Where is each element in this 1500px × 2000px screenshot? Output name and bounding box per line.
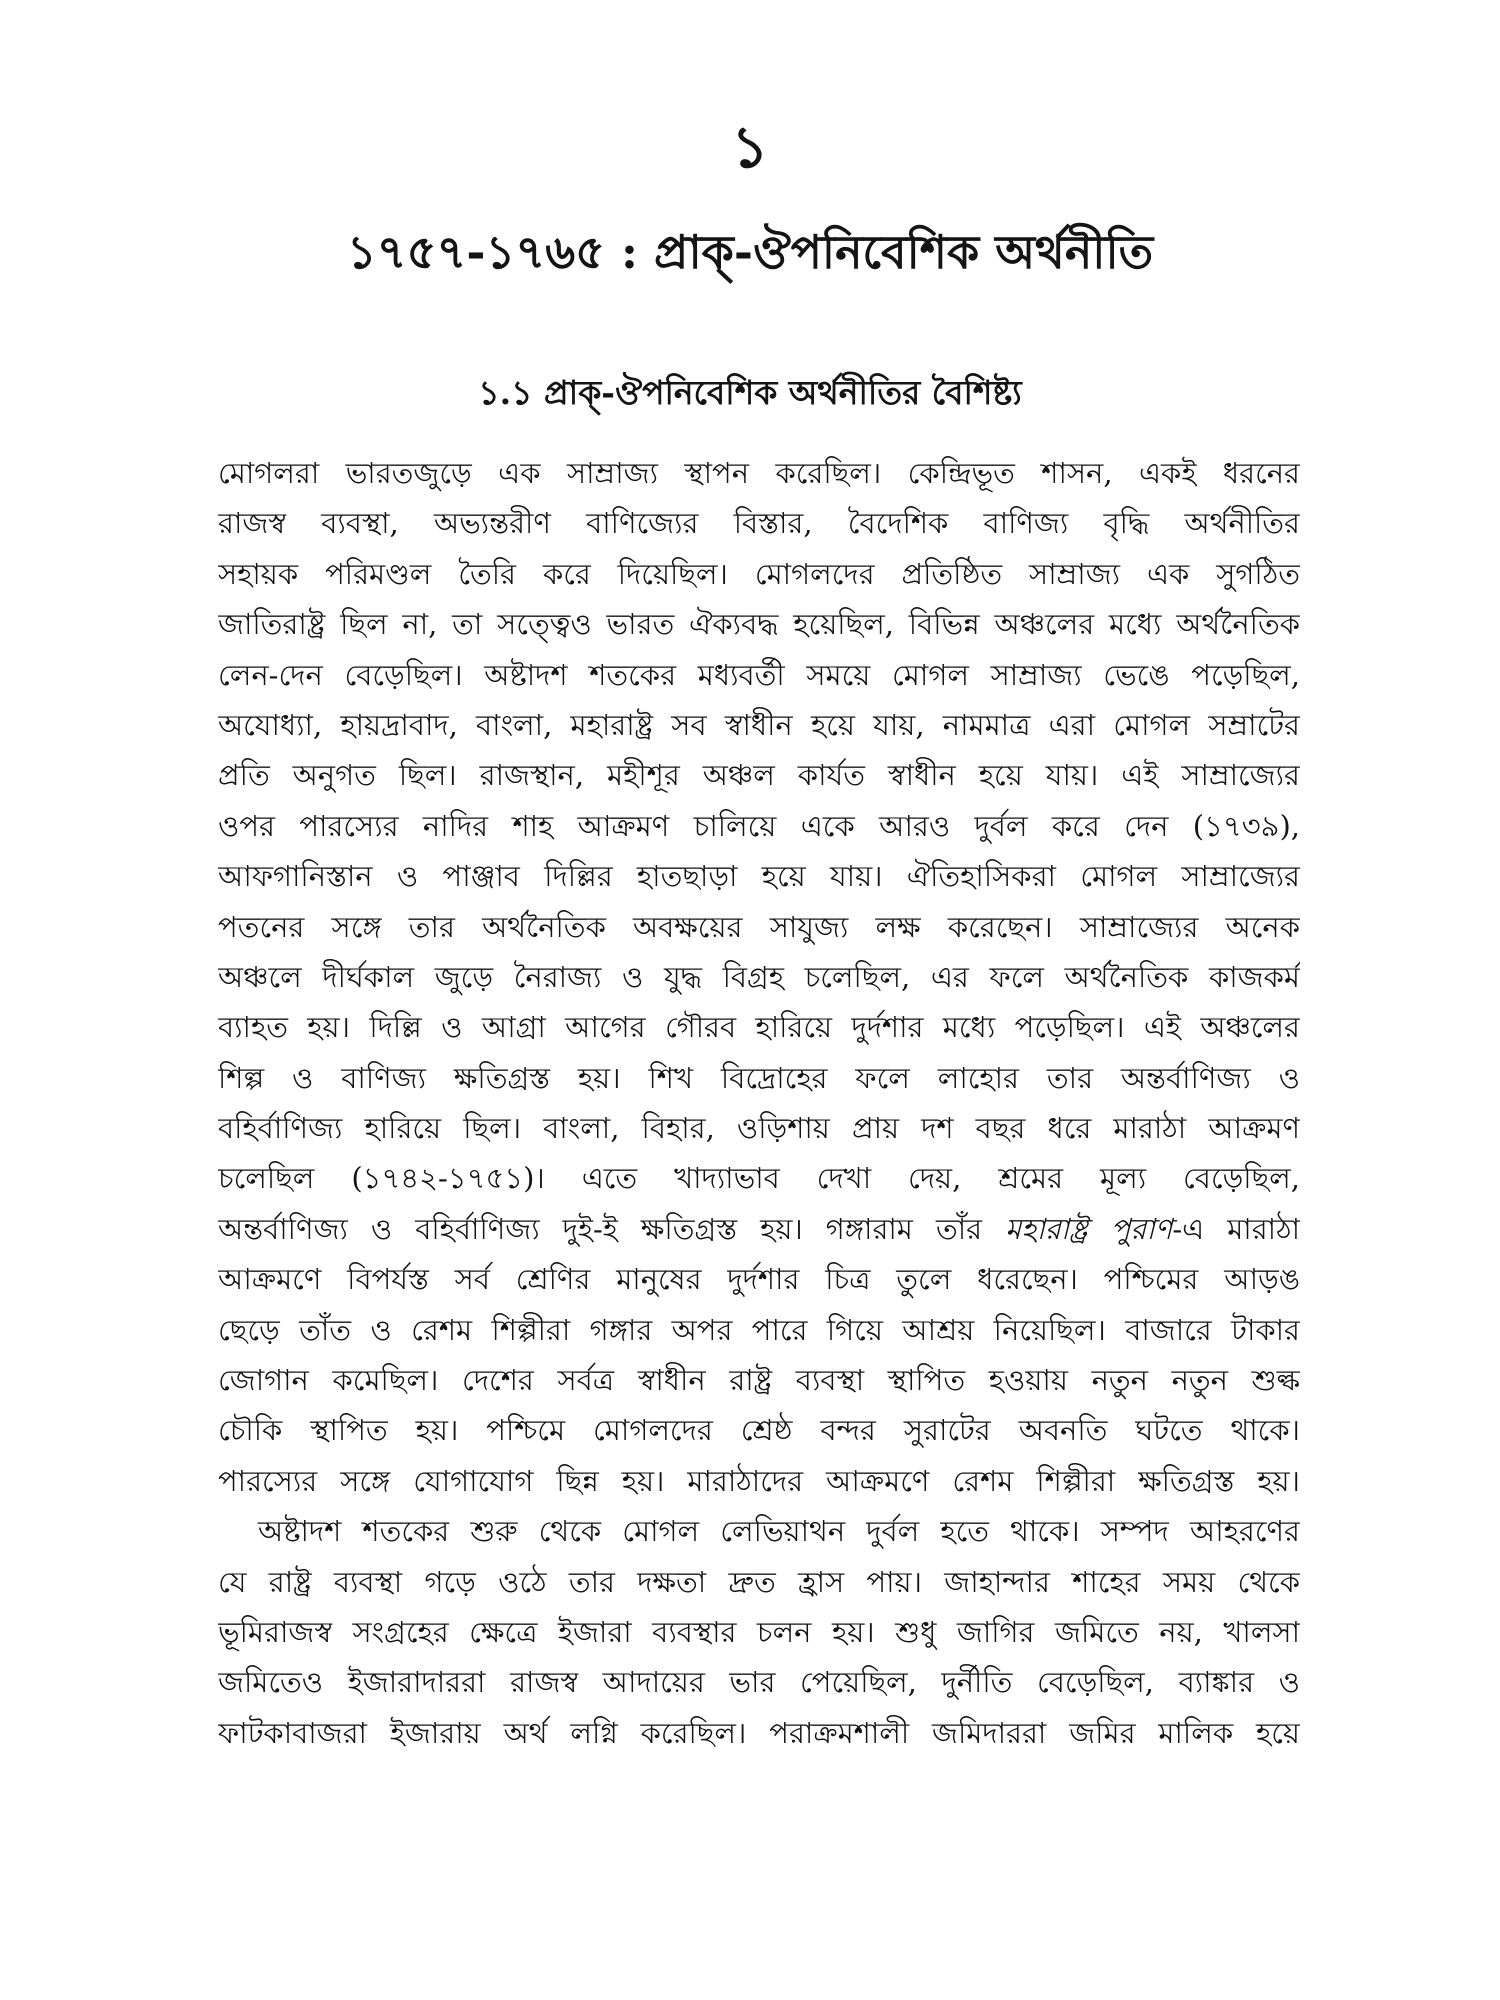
chapter-number: ১ (731, 113, 769, 181)
text-line: সহায়ক পরিমণ্ডল তৈরি করে দিয়েছিল। মোগলদের প্রতিষ্ঠিত সাম্রাজ্য এক সুগঠিত (218, 556, 1300, 591)
section-heading: ১.১ প্রাক্‌-ঔপনিবেশিক অর্থনীতির বৈশিষ্ট্য (478, 373, 1022, 412)
text-line: জমিতেও ইজারাদাররা রাজস্ব আদায়ের ভার পেয়েছিল, দুর্নীতি বেড়েছিল, ব্যাঙ্কার ও (218, 1665, 1300, 1700)
text-line: মোগলরা ভারতজুড়ে এক সাম্রাজ্য স্থাপন করেছিল। কেন্দ্রিভূত শাসন, একই ধরনের (218, 456, 1300, 490)
text-line: বহির্বাণিজ্য হারিয়ে ছিল। বাংলা, বিহার, ওড়িশায় প্রায় দশ বছর ধরে মারাঠা আক্রমণ (218, 1111, 1300, 1146)
text-line: পারস্যের সঙ্গে যোগাযোগ ছিন্ন হয়। মারাঠাদের আক্রমণে রেশম শিল্পীরা ক্ষতিগ্রস্ত হয়। (218, 1463, 1300, 1498)
text-line: ওপর পারস্যের নাদির শাহ আক্রমণ চালিয়ে একে আরও দুর্বল করে দেন (১৭৩৯), (218, 808, 1300, 843)
text-line: ভূমিরাজস্ব সংগ্রহের ক্ষেত্রে ইজারা ব্যবস্থার চলন হয়। শুধু জাগির জমিতে নয়, খালসা (218, 1614, 1300, 1649)
chapter-title: ১৭৫৭-১৭৬৫ : প্রাক্‌-ঔপনিবেশিক অর্থনীতি (346, 225, 1154, 279)
text-line: আক্রমণে বিপর্যস্ত সর্ব শ্রেণির মানুষের দুর্দশার চিত্র তুলে ধরেছেন। পশ্চিমের আড়ঙ (218, 1262, 1300, 1297)
body-text (218, 448, 1300, 1758)
text-line: চৌকি স্থাপিত হয়। পশ্চিমে মোগলদের শ্রেষ্ঠ বন্দর সুরাটের অবনতি ঘটতে থাকে। (218, 1413, 1300, 1448)
text-line: অঞ্চলে দীর্ঘকাল জুড়ে নৈরাজ্য ও যুদ্ধ বিগ্রহ চলেছিল, এর ফলে অর্থনৈতিক কাজকর্ম (218, 959, 1300, 994)
text-line: শিল্প ও বাণিজ্য ক্ষতিগ্রস্ত হয়। শিখ বিদ্রোহের ফলে লাহোর তার অন্তর্বাণিজ্য ও (218, 1060, 1300, 1095)
text-line: ছেড়ে তাঁত ও রেশম শিল্পীরা গঙ্গার অপর পারে গিয়ে আশ্রয় নিয়েছিল। বাজারে টাকার (218, 1312, 1300, 1347)
text-segment: অন্তর্বাণিজ্য ও বহির্বাণিজ্য দুই-ই ক্ষতিগ্রস্ত হয়। গঙ্গারাম তাঁর (218, 1211, 1006, 1246)
paragraph-start-line: অষ্টাদশ শতকের শুরু থেকে মোগল লেভিয়াথন দুর্বল হতে থাকে। সম্পদ আহরণের (258, 1514, 1300, 1549)
text-line: প্রতি অনুগত ছিল। রাজস্থান, মহীশূর অঞ্চল কার্যত স্বাধীন হয়ে যায়। এই সাম্রাজ্যের (218, 758, 1300, 793)
text-segment: -এ মারাঠা (1172, 1211, 1300, 1246)
text-line-with-title (218, 1204, 1300, 1254)
text-line: অযোধ্যা, হায়দ্রাবাদ, বাংলা, মহারাষ্ট্র সব স্বাধীন হয়ে যায়, নামমাত্র এরা মোগল সম্রাটের (218, 707, 1300, 742)
text-line: যে রাষ্ট্র ব্যবস্থা গড়ে ওঠে তার দক্ষতা দ্রুত হ্রাস পায়। জাহান্দার শাহের সময় থেকে (218, 1564, 1300, 1599)
text-line: রাজস্ব ব্যবস্থা, অভ্যন্তরীণ বাণিজ্যের বিস্তার, বৈদেশিক বাণিজ্য বৃদ্ধি অর্থনীতির (218, 506, 1300, 541)
text-line: পতনের সঙ্গে তার অর্থনৈতিক অবক্ষয়ের সাযুজ্য লক্ষ করেছেন। সাম্রাজ্যের অনেক (218, 909, 1300, 944)
text-line: লেন-দেন বেড়েছিল। অষ্টাদশ শতকের মধ্যবর্তী সময়ে মোগল সাম্রাজ্য ভেঙে পড়েছিল, (218, 657, 1300, 692)
text-line: চলেছিল (১৭৪২-১৭৫১)। এতে খাদ্যাভাব দেখা দেয়, শ্রমের মূল্য বেড়েছিল, (218, 1161, 1300, 1196)
text-line: ফাটকাবাজরা ইজারায় অর্থ লগ্নি করেছিল। পরাক্রমশালী জমিদাররা জমির মালিক হয়ে (218, 1715, 1300, 1750)
text-line: ব্যাহত হয়। দিল্লি ও আগ্রা আগের গৌরব হারিয়ে দুর্দশার মধ্যে পড়েছিল। এই অঞ্চলের (218, 1010, 1300, 1045)
text-line: আফগানিস্তান ও পাঞ্জাব দিল্লির হাতছাড়া হয়ে যায়। ঐতিহাসিকরা মোগল সাম্রাজ্যের (218, 859, 1300, 894)
book-title: মহারাষ্ট্র পুরাণ (1005, 1211, 1173, 1246)
text-line: জাতিরাষ্ট্র ছিল না, তা সত্ত্বেও ভারত ঐক্যবদ্ধ হয়েছিল, বিভিন্ন অঞ্চলের মধ্যে অর্থনৈতিক (218, 607, 1300, 642)
text-line: জোগান কমেছিল। দেশের সর্বত্র স্বাধীন রাষ্ট্র ব্যবস্থা স্থাপিত হওয়ায় নতুন নতুন শুল্ক (218, 1363, 1300, 1398)
